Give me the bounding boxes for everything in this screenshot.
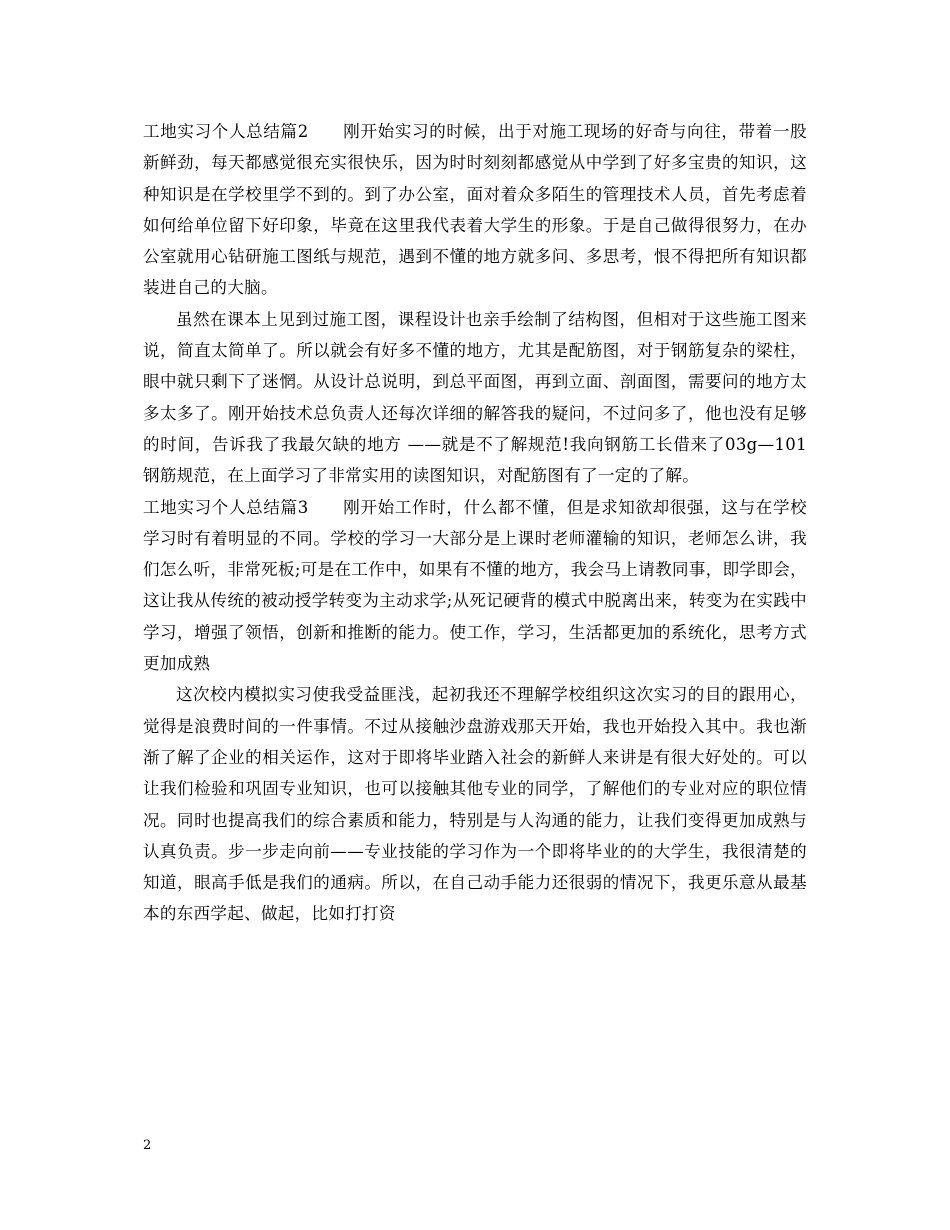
paragraph-summary-3-intro <box>143 492 807 680</box>
paragraph-construction-drawings <box>143 304 807 492</box>
paragraph-text: 刚开始实习的时候，出于对施工现场的好奇与向往，带着一股新鲜劲，每天都感觉很充实很快乐，因为时时刻刻都感觉从中学到了好多宝贵的知识，这种知识是在学校里学不到的。到了办公室，面对着众多陌生的管理技术人员，首先考虑着如何给单位留下好印象，毕竟在这里我代表着大学生的形象。于是自己做得很努力，在办公室就用心钻研施工图纸与规范，遇到不懂的地方就多问、多思考，恨不得把所有知识都装进自己的大脑。 <box>143 122 807 298</box>
paragraph-summary-2-intro <box>143 116 807 304</box>
paragraph-text: 这次校内模拟实习使我受益匪浅，起初我还不理解学校组织这次实习的目的跟用心，觉得是浪费时间的一件事情。不过从接触沙盘游戏那天开始，我也开始投入其中。我也渐渐了解了企业的相关运作，这对于即将毕业踏入社会的新鲜人来讲是有很大好处的。可以让我们检验和巩固专业知识，也可以接触其他专业的同学，了解他们的专业对应的职位情况。同时也提高我们的综合素质和能力，特别是与人沟通的能力，让我们变得更加成熟与认真负责。步一步走向前——专业技能的学习作为一个即将毕业的的大学生，我很清楚的知道，眼高手低是我们的通病。所以，在自己动手能力还很弱的情况下，我更乐意从最基本的东西学起、做起，比如打打资 <box>143 685 807 924</box>
page-number: 2 <box>143 1138 152 1153</box>
section-heading-3: 工地实习个人总结篇3 <box>143 497 309 517</box>
paragraph-simulation-internship <box>143 679 807 929</box>
paragraph-text: 虽然在课本上见到过施工图，课程设计也亲手绘制了结构图，但相对于这些施工图来说，简直太简单了。所以就会有好多不懂的地方，尤其是配筋图，对于钢筋复杂的梁柱，眼中就只剩下了迷惘。从设计总说明，到总平面图，再到立面、剖面图，需要问的地方太多太多了。刚开始技术总负责人还每次详细的解答我的疑问，不过问多了，他也没有足够的时间，告诉我了我最欠缺的地方 ——就是不了解规范!我向钢筋工长借来了03g—101钢筋规范，在上面学习了非常实用的读图知识，对配筋图有了一定的了解。 <box>143 309 807 486</box>
document-body <box>143 116 807 930</box>
paragraph-text: 刚开始工作时，什么都不懂，但是求知欲却很强，这与在学校学习时有着明显的不同。学校的学习一大部分是上课时老师灌输的知识，老师怎么讲，我们怎么听，非常死板;可是在工作中，如果有不懂的地方，我会马上请教同事，即学即会，这让我从传统的被动授学转变为主动求学;从死记硬背的模式中脱离出来，转变为在实践中学习，增强了领悟，创新和推断的能力。使工作，学习，生活都更加的系统化，思考方式更加成熟 <box>143 497 807 674</box>
section-heading-2: 工地实习个人总结篇2 <box>143 122 309 141</box>
